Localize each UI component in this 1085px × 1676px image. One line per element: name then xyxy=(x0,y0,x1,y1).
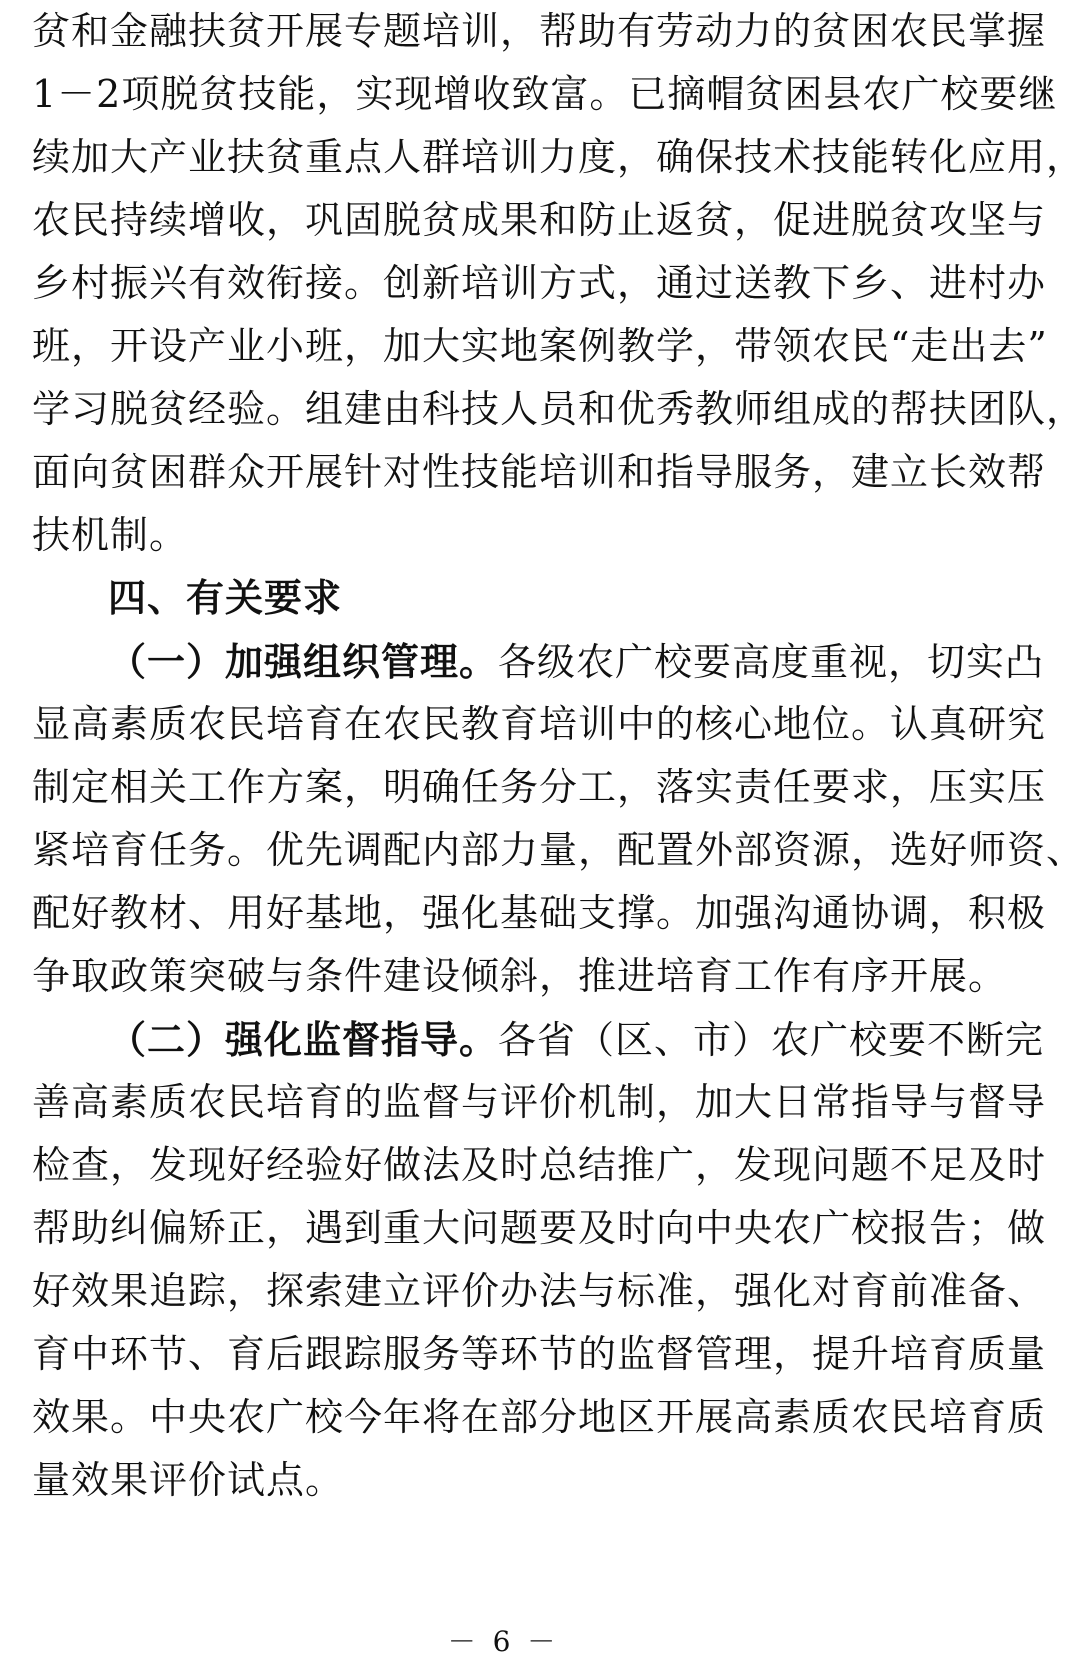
text-line: 面向贫困群众开展针对性技能培训和指导服务，建立长效帮 xyxy=(32,450,1047,494)
subsection-first-line xyxy=(32,630,1045,693)
text-line: 农民持续增收，巩固脱贫成果和防止返贫，促进脱贫攻坚与 xyxy=(32,198,1047,242)
text-line: 好效果追踪，探索建立评价办法与标准，强化对育前准备、 xyxy=(32,1269,1047,1313)
subsection-text: 各省（区、市）农广校要不断完 xyxy=(498,1018,1045,1062)
page-number: － 6 － xyxy=(447,1625,560,1658)
subsection-supervision-guidance xyxy=(32,1008,1047,1512)
text-line: 配好教材、用好基地，强化基础支撑。加强沟通协调，积极 xyxy=(32,891,1047,935)
text-line: 制定相关工作方案，明确任务分工，落实责任要求，压实压 xyxy=(32,765,1047,809)
text-line: 量效果评价试点。 xyxy=(32,1458,345,1502)
text-line: 1－2项脱贫技能，实现增收致富。已摘帽贫困县农广校要继 xyxy=(32,72,1058,116)
text-line: 效果。中央农广校今年将在部分地区开展高素质农民培育质 xyxy=(32,1395,1047,1439)
text-line: 紧培育任务。优先调配内部力量，配置外部资源，选好师资、 xyxy=(32,828,1085,872)
text-line: 善高素质农民培育的监督与评价机制，加大日常指导与督导 xyxy=(32,1080,1047,1124)
text-line: 学习脱贫经验。组建由科技人员和优秀教师组成的帮扶团队， xyxy=(32,387,1085,431)
text-line: 续加大产业扶贫重点人群培训力度，确保技术技能转化应用， xyxy=(32,135,1085,179)
text-line: 育中环节、育后跟踪服务等环节的监督管理，提升培育质量 xyxy=(32,1332,1047,1376)
text-line: 扶机制。 xyxy=(32,513,189,557)
text-line: 帮助纠偏矫正，遇到重大问题要及时向中央农广校报告；做 xyxy=(32,1206,1047,1250)
subsection-title: （二）强化监督指导。 xyxy=(108,1017,499,1062)
subsection-title: （一）加强组织管理。 xyxy=(108,639,499,684)
subsection-first-line xyxy=(32,1008,1045,1071)
subsection-organization-management xyxy=(32,630,1085,1008)
text-line: 乡村振兴有效衔接。创新培训方式，通过送教下乡、进村办 xyxy=(32,261,1047,305)
text-line: 班，开设产业小班，加大实地案例教学，带领农民“走出去” xyxy=(32,324,1048,368)
intro-paragraph xyxy=(32,0,1085,567)
text-line: 显高素质农民培育在农民教育培训中的核心地位。认真研究 xyxy=(32,702,1047,746)
text-line: 检查，发现好经验好做法及时总结推广，发现问题不足及时 xyxy=(32,1143,1047,1187)
subsection-text: 各级农广校要高度重视，切实凸 xyxy=(498,640,1045,684)
text-line: 贫和金融扶贫开展专题培训，帮助有劳动力的贫困农民掌握 xyxy=(32,9,1047,53)
section-heading: 四、有关要求 xyxy=(108,576,343,620)
text-line: 争取政策突破与条件建设倾斜，推进培育工作有序开展。 xyxy=(32,954,1008,998)
